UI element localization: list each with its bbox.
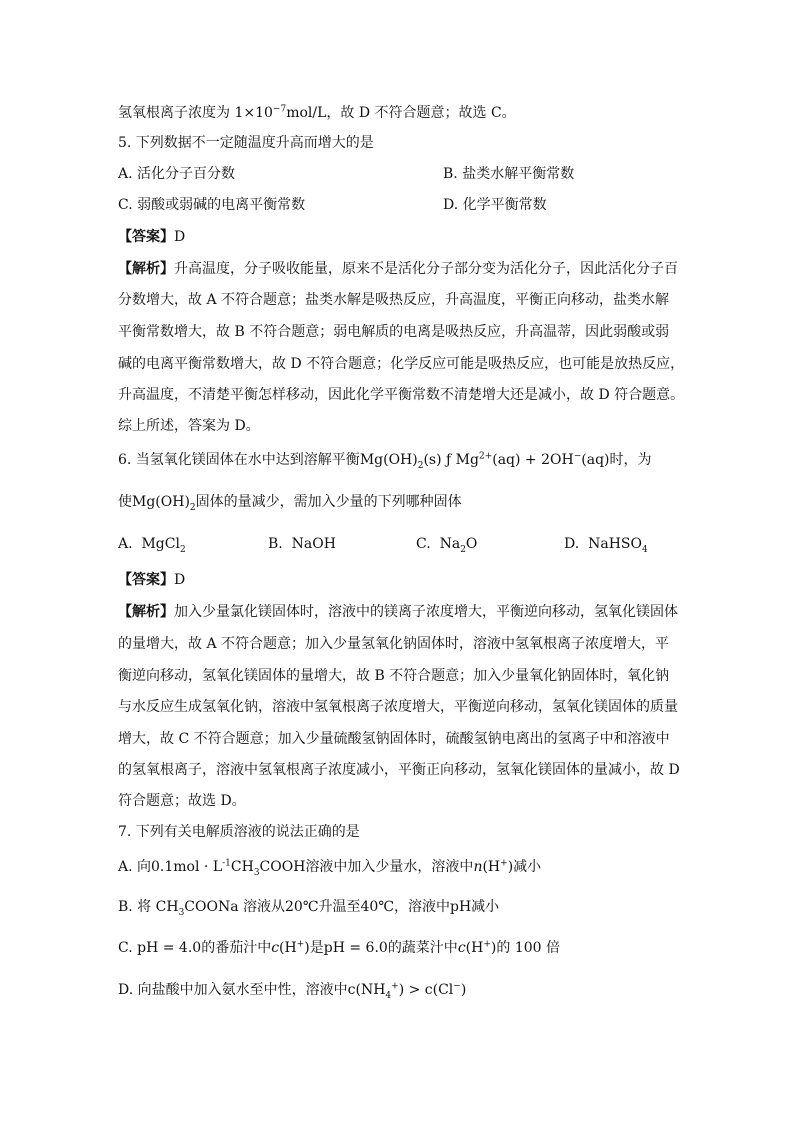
q7-c-t13: 的 100 倍 xyxy=(496,940,560,956)
q7-d-t1: D. 向盐酸中加入氨水至中性，溶液中 xyxy=(118,982,348,998)
q7-c-t4: c xyxy=(271,940,280,956)
q4-tail-line xyxy=(118,103,516,123)
q6-option-a-main: MgCl xyxy=(141,536,180,552)
q6-eq-left-sub: 2 xyxy=(417,460,424,471)
q7-b-t7: pH xyxy=(449,899,472,915)
q6-option-b-label: B. xyxy=(268,536,283,552)
q6-eq-mg-sup: 2+ xyxy=(478,451,493,462)
q7-a-t3-sub: 3 xyxy=(253,867,260,878)
q7-d-t3: (NH xyxy=(355,982,386,998)
q5-answer-label: 【答案】 xyxy=(118,229,174,245)
q7-a-t1: A. 向 xyxy=(118,859,152,875)
q6-equation xyxy=(359,451,610,471)
q7-a-t2: 0.1mol · L xyxy=(151,859,223,875)
q6-stem-text-2b: 固体的量减少，需加入少量的下列哪种固体 xyxy=(195,494,462,510)
q4-tail-suffix: mol/L，故 D 不符合题意；故选 C。 xyxy=(286,105,516,121)
q7-c-t5: (H xyxy=(279,940,297,956)
q5-option-d: D. 化学平衡常数 xyxy=(443,197,547,213)
q7-d-t5: (Cl xyxy=(432,982,454,998)
q7-c-t11: (H xyxy=(465,940,484,956)
q6-analysis-line-4: 与水反应生成氢氧化钠，溶液中氢氧根离子浓度增大，平衡逆向移动，氢氧化镁固体的质量 xyxy=(118,699,678,715)
q6-answer xyxy=(118,570,185,590)
q6-stem-text-1b: 时，为 xyxy=(609,452,652,468)
q7-b-t2: COONa 溶液从 xyxy=(184,899,286,915)
q5-option-b: B. 盐类水解平衡常数 xyxy=(443,166,575,182)
q6-answer-label: 【答案】 xyxy=(118,572,174,588)
q7-c-t6: ) xyxy=(304,940,310,956)
q7-c-t3: 的番茄汁中 xyxy=(201,940,272,956)
q7-a-t7-sup: + xyxy=(500,858,508,869)
q7-b-t8: 减小 xyxy=(471,899,500,915)
q7-a-t4: COOH xyxy=(259,859,306,875)
q5-analysis-text-1: 升高温度，分子吸收能量，原来不是活化分子部分变为活化分子，因此活化分子百 xyxy=(174,261,678,277)
q5-answer-value: D xyxy=(174,229,186,245)
q7-a-t5: 溶液中加入少量水，溶液中 xyxy=(305,859,474,875)
q6-option-c-label: C. xyxy=(416,536,431,552)
q6-option-a xyxy=(118,534,186,554)
q7-b-t1: B. 将 CH xyxy=(118,899,179,915)
q6-eq-state: (s) ƒ Mg xyxy=(423,452,479,468)
q6-analysis-text-1: 加入少量氯化镁固体时，溶液中的镁离子浓度增大，平衡逆向移动，氢氧化镁固体 xyxy=(174,604,678,620)
q7-b-t1-sub: 3 xyxy=(178,907,185,918)
q7-option-b xyxy=(118,897,499,917)
q4-tail-exp: −7 xyxy=(272,104,287,115)
q7-option-d xyxy=(118,980,466,1000)
q7-d-t4: ) > c xyxy=(398,982,433,998)
q6-option-d-sub: 4 xyxy=(641,544,648,555)
q7-c-t8: pH = 6.0 xyxy=(323,940,388,956)
q7-a-t6: n xyxy=(473,859,483,875)
q6-option-c-tail: O xyxy=(465,536,478,552)
q6-option-b xyxy=(268,534,336,554)
q5-analysis-line-6: 综上所述，答案为 D。 xyxy=(118,418,260,434)
q6-stem-line-1 xyxy=(118,450,652,470)
q7-a-t8: ) xyxy=(507,859,514,875)
q7-option-c xyxy=(118,938,560,958)
q6-option-d-label: D. xyxy=(564,536,580,552)
q6-analysis-line-6: 的氢氧根离子，溶液中氢氧根离子浓度减小，平衡正向移动，氢氧化镁固体的量减小，故 D xyxy=(118,762,680,778)
q7-a-t2-sup: -1 xyxy=(222,858,231,869)
q5-analysis-line-2: 分数增大，故 A 不符合题意；盐类水解是吸热反应，升高温度，平衡正向移动，盐类水解 xyxy=(118,292,670,308)
q6-stem-line-2 xyxy=(118,492,462,512)
q7-b-t4: 升温至 xyxy=(318,899,361,915)
q6-eq-aq1: (aq) + 2OH xyxy=(492,452,574,468)
q6-option-d xyxy=(564,534,648,554)
q7-d-t3-sub: 4 xyxy=(385,990,392,1001)
q6-analysis-line-7: 符合题意；故选 D。 xyxy=(118,793,246,809)
q6-analysis-line-1 xyxy=(118,602,678,622)
q4-tail-prefix: 氢氧根离子浓度为 1×10 xyxy=(118,105,273,121)
q7-b-t5: 40℃ xyxy=(360,899,394,915)
q7-a-t7: (H xyxy=(482,859,501,875)
q7-c-t12: ) xyxy=(490,940,497,956)
q6-analysis-line-2: 的量增大，故 A 不符合题意；加入少量氢氧化钠固体时，溶液中氢氧根离子浓度增大，平 xyxy=(118,636,670,652)
q6-option-d-main: NaHSO xyxy=(588,536,642,552)
q7-c-t2: pH = 4.0 xyxy=(137,940,202,956)
q7-b-t3: 20℃ xyxy=(285,899,319,915)
q6-analysis-line-3: 衡逆向移动，氢氧化镁固体的量增大，故 B 不符合题意；加入少量氧化钠固体时，氧化钠 xyxy=(118,668,670,684)
q5-analysis-line-1 xyxy=(118,259,678,279)
q7-d-t5-sup: − xyxy=(453,981,461,992)
q5-option-a: A. 活化分子百分数 xyxy=(118,166,236,182)
q6-eq-oh-sup: − xyxy=(573,451,582,462)
q6-option-a-sub: 2 xyxy=(179,544,186,555)
q6-analysis-line-5: 增大，故 C 不符合题意；加入少量硫酸氢钠固体时，硫酸氢钠电离出的氢离子中和溶液中 xyxy=(118,731,670,747)
q6-analysis-label: 【解析】 xyxy=(118,604,174,620)
q7-d-t3-sup: + xyxy=(391,981,399,992)
q5-analysis-label: 【解析】 xyxy=(118,261,174,277)
q6-option-b-main: NaOH xyxy=(291,536,336,552)
q7-c-t7: 是 xyxy=(309,940,324,956)
q7-c-t1: C. xyxy=(118,940,138,956)
q7-c-t10: c xyxy=(457,940,466,956)
q6-option-a-label: A. xyxy=(118,536,133,552)
q7-a-t9: 减小 xyxy=(513,859,542,875)
q5-answer xyxy=(118,227,185,247)
q7-d-t6: ) xyxy=(460,982,467,998)
q6-stem-text-1: 6. 当氢氧化镁固体在水中达到溶解平衡 xyxy=(118,452,360,468)
q6-option-c-main: Na xyxy=(439,536,461,552)
q7-c-t11-sup: + xyxy=(483,939,491,950)
q5-stem: 5. 下列数据不一定随温度升高而增大的是 xyxy=(118,135,374,151)
q6-stem-formula-sub: 2 xyxy=(189,502,196,513)
q6-option-c-sub: 2 xyxy=(460,544,466,555)
q7-c-t9: 的蔬菜汁中 xyxy=(387,940,458,956)
q6-option-c xyxy=(416,534,477,554)
q6-eq-aq2: (aq) xyxy=(581,452,610,468)
q5-analysis-line-5: 升高温度，不清楚平衡怎样移动，因此化学平衡常数不清楚增大还是减小，故 D 符合题意。 xyxy=(118,387,685,403)
q7-d-t2: c xyxy=(347,982,356,998)
q7-stem: 7. 下列有关电解质溶液的说法正确的是 xyxy=(118,824,360,840)
q7-a-t3: CH xyxy=(230,859,254,875)
q5-analysis-line-4: 碱的电离平衡常数增大，故 D 不符合题意；化学反应可能是吸热反应，也可能是放热反应， xyxy=(118,356,685,372)
q7-c-t5-sup: + xyxy=(296,939,305,950)
q5-analysis-line-3: 平衡常数增大，故 B 不符合题意；弱电解质的电离是吸热反应，升高温蒂，因此弱酸或弱 xyxy=(118,324,670,340)
q6-stem-text-2a: 使 xyxy=(118,494,132,510)
q7-option-a xyxy=(118,857,541,877)
q7-b-t6: ，溶液中 xyxy=(393,899,450,915)
q6-stem-formula: Mg(OH) xyxy=(132,494,190,510)
q6-eq-left: Mg(OH) xyxy=(359,452,418,468)
q6-answer-value: D xyxy=(174,572,186,588)
q5-option-c: C. 弱酸或弱碱的电离平衡常数 xyxy=(118,197,306,213)
